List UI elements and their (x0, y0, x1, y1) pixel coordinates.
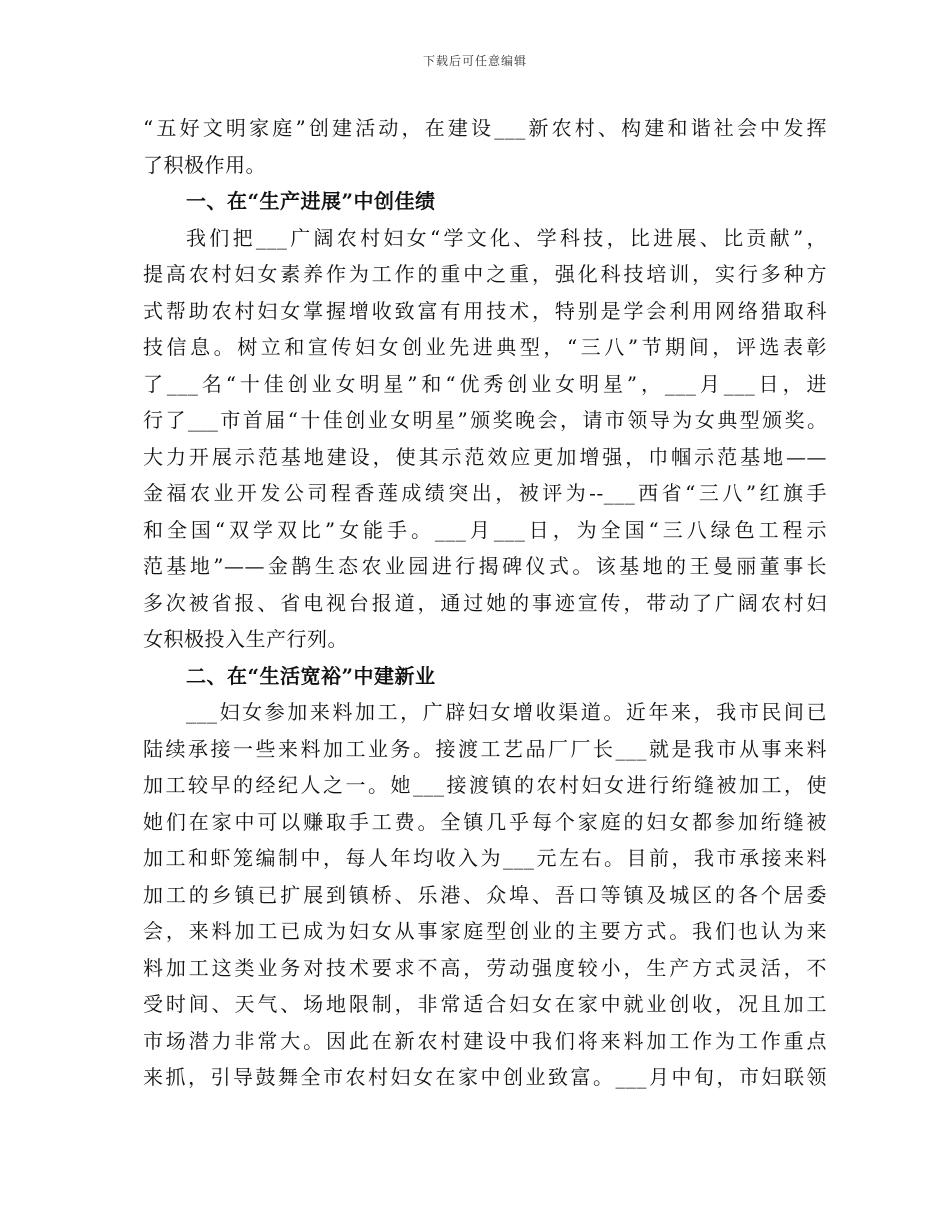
text-line: 市场潜力非常大。因此在新农村建设中我们将来料加工作为工作重点 (143, 1028, 827, 1053)
section-heading: 二、在“生活宽裕”中建新业 (186, 663, 436, 688)
text-line: 大力开展示范基地建设，使其示范效应更加增强，巾帼示范基地—— (143, 444, 827, 469)
text-line: 加工较早的经纪人之一。她___接渡镇的农村妇女进行绗缝被加工，使 (143, 773, 827, 797)
text-line: 式帮助农村妇女掌握增收致富有用技术，特别是学会利用网络猎取科 (143, 298, 827, 323)
text-line: 加工的乡镇已扩展到镇桥、乐港、众埠、吾口等镇及城区的各个居委 (143, 882, 827, 907)
text-line: 范基地”——金鹊生态农业园进行揭碑仪式。该基地的王曼丽董事长 (143, 554, 827, 578)
text-line: 金福农业开发公司程香莲成绩突出，被评为--___西省“三八”红旗手 (143, 481, 827, 505)
text-line: ___妇女参加来料加工，广辟妇女增收渠道。近年来，我市民间已 (186, 700, 827, 724)
text-line: 受时间、天气、场地限制，非常适合妇女在家中就业创收，况且加工 (143, 992, 827, 1016)
text-line: 加工和虾笼编制中，每人年均收入为___元左右。目前，我市承接来料 (143, 846, 827, 870)
text-line: 陆续承接一些来料加工业务。接渡工艺品厂厂长___就是我市从事来料 (143, 736, 827, 761)
page-header: 下载后可任意编辑 (422, 54, 527, 68)
text-line: 来抓，引导鼓舞全市农村妇女在家中创业致富。___月中旬，市妇联领 (143, 1065, 827, 1089)
text-line: 了积极作用。 (143, 152, 266, 177)
text-line: 料加工这类业务对技术要求不高，劳动强度较小，生产方式灵活，不 (143, 955, 827, 980)
text-line: 了___名“十佳创业女明星”和“优秀创业女明星”，___月___日，进 (143, 371, 827, 396)
text-line: 我们把___广阔农村妇女“学文化、学科技，比进展、比贡献”， (186, 225, 827, 250)
text-line: 多次被省报、省电视台报道，通过她的事迹宣传，带动了广阔农村妇 (143, 590, 827, 615)
text-line: 提高农村妇女素养作为工作的重中之重，强化科技培训，实行多种方 (143, 262, 827, 286)
text-line: 女积极投入生产行列。 (143, 627, 348, 651)
text-line: 会，来料加工已成为妇女从事家庭型创业的主要方式。我们也认为来 (143, 919, 827, 943)
text-line: 技信息。树立和宣传妇女创业先进典型，“三八”节期间，评选表彰 (143, 335, 827, 359)
text-line: 行了___市首届“十佳创业女明星”颁奖晚会，请市领导为女典型颁奖。 (143, 408, 827, 432)
document-body (143, 110, 827, 1096)
text-line: 她们在家中可以赚取手工费。全镇几乎每个家庭的妇女都参加绗缝被 (143, 809, 827, 834)
section-heading: 一、在“生产进展”中创佳绩 (186, 189, 436, 213)
text-line: 和全国“双学双比”女能手。___月___日，为全国“三八绿色工程示 (143, 517, 827, 542)
text-line: “五好文明家庭”创建活动，在建设___新农村、构建和谐社会中发挥 (143, 116, 827, 140)
